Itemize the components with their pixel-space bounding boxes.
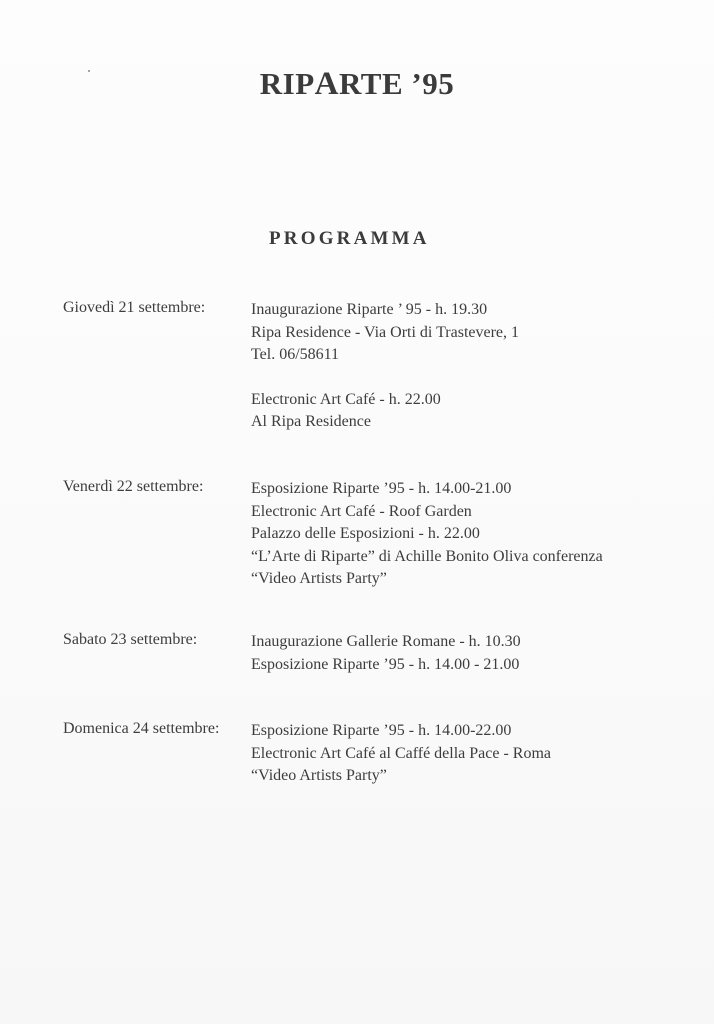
document-title [0, 66, 714, 103]
event-line: “Video Artists Party” [251, 767, 387, 784]
event-line: “L’Arte di Riparte” di Achille Bonito Oliva conferenza [251, 547, 603, 565]
event-line: Ripa Residence - Via Orti di Trastevere, 1 [251, 323, 520, 341]
event-line: Tel. 06/58611 [251, 346, 340, 363]
event-line: “Video Artists Party” [251, 570, 387, 587]
event-line: Palazzo delle Esposizioni - h. 22.00 [251, 525, 480, 542]
event-line: Inaugurazione Gallerie Romane - h. 10.30 [251, 633, 521, 650]
day-label: Venerdì 22 settembre: [63, 478, 204, 495]
title-part-2: A [314, 66, 339, 102]
event-line: Inaugurazione Riparte ’ 95 - h. 19.30 [251, 301, 488, 318]
event-line: Electronic Art Café al Caffé della Pace - Roma [251, 744, 552, 762]
event-line: Electronic Art Café - Roof Garden [251, 502, 472, 520]
document-title-text [260, 66, 454, 103]
event-line: Electronic Art Café - h. 22.00 [251, 390, 441, 408]
event-line: Esposizione Riparte ’95 - h. 14.00 - 21.00 [251, 655, 520, 673]
event-line: Al Ripa Residence [251, 413, 371, 430]
event-list [251, 720, 551, 788]
day-label: Domenica 24 settembre: [63, 720, 220, 737]
group-spacer [251, 367, 519, 389]
event-line: Esposizione Riparte ’95 - h. 14.00-21.00 [251, 480, 512, 497]
event-list [251, 631, 521, 676]
day-label: Giovedì 21 settembre: [63, 299, 206, 316]
title-part-3: RTE ’95 [339, 66, 455, 101]
title-part-1: RIP [259, 66, 315, 101]
event-line: Esposizione Riparte ’95 - h. 14.00-22.00 [251, 722, 512, 739]
event-list [251, 299, 519, 434]
day-label: Sabato 23 settembre: [63, 631, 198, 648]
programme-heading: PROGRAMMA [269, 228, 430, 249]
event-list [251, 478, 603, 591]
